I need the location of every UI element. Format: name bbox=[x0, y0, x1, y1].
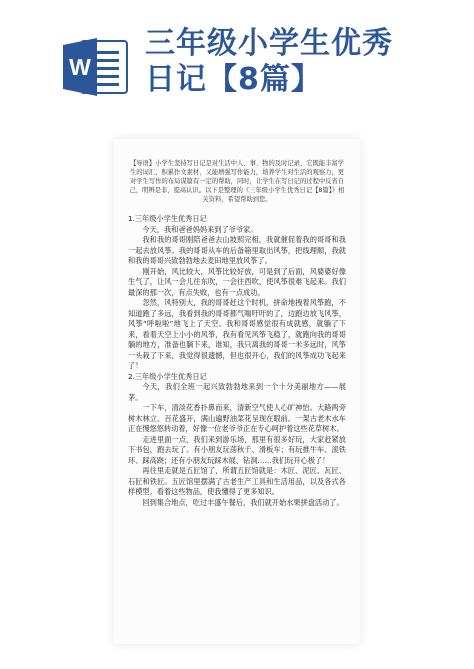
guide-paragraph: 【导语】小学生坚持写日记是对生活中人、事、物的及时记录，它既能丰富学生的词汇，积累作文素材，又能增强写作能力，培养学生对生活的观察力，更对学生写作的布局谋篇有一定的帮助，同时，让学生在写日记的过程中反省自己，明辨是非，提高认识。以下是整理的《三年级小学生优秀日记【8篇】》相关资料，希望帮助到您。 bbox=[129, 160, 345, 203]
title-line-2: 日记【8篇】 bbox=[145, 62, 322, 97]
paragraph-2: 我和我的哥哥刚陪爸爸去山坡照完相，我就催促着我的哥哥和我一起去放风筝。我的哥哥从车的后备箱里取出风筝，把线理顺，我就和我的哥哥兴致勃勃地去麦田地里放风筝了。 bbox=[128, 235, 346, 265]
paragraph-5: 今天，我们全班一起兴致勃勃地来到一个十分美丽地方——展茅。 bbox=[128, 382, 346, 402]
document-content bbox=[114, 139, 360, 508]
section-heading-2: 2.三年级小学生优秀日记 bbox=[128, 371, 207, 381]
page-title bbox=[145, 26, 393, 98]
paragraph-9: 回到集合地点，吃过丰盛午餐后，我们就开始水果拼盘活动了。 bbox=[142, 497, 344, 507]
paragraph-7: 走进里面一点，我们来到游乐场，那里有很多好玩，大家赶紧放下书包，跑去玩了。有小朋友玩荡秋千、滑板车；有玩推牛车、滚铁环、踩高跷；还有小朋友玩踩木屐、钻洞……我们玩开心极了！ bbox=[128, 434, 346, 465]
section-heading-1: 1.三年级小学生优秀日记 bbox=[128, 214, 207, 223]
paragraph-8: 再往里走就是五匠馆了，所谓五匠馆就是：木匠、泥匠、瓦匠、石匠和铁匠。五匠馆里摆满了古老生产工具和生活用品，以及各式各样模型。看着这些物品，使我懂得了更多知识。 bbox=[128, 466, 346, 496]
paragraph-3: 刚开始，风比较大，风筝比较好放，可是到了后面，风婆婆好像生气了，让风一会儿往东吹，一会往西吹，使风筝很难飞起来。我们最深的那一次，有点失败，也有一点成功。 bbox=[128, 266, 346, 297]
paragraph-6: 一下车，清淡花香扑鼻而来，清新空气使人心旷神怡。大路两旁树木林立、百花盛开，满山遍野油菜花呈现在眼前。一架古老木水车正在慢悠悠转动着，好像一位老爷爷正在专心呵护着这些花草树木。 bbox=[128, 403, 346, 433]
word-icon bbox=[63, 38, 129, 96]
title-line-1: 三年级小学生优秀 bbox=[145, 26, 393, 61]
header bbox=[0, 0, 474, 112]
document-page bbox=[114, 139, 360, 644]
paragraph-1: 今天，我和爸爸妈妈来到了爷爷家。 bbox=[142, 224, 258, 234]
paragraph-4: 忽然，风特别大，我的哥哥赶这个时机，拼命地拽着风筝跑，不知道跑了多远，我看到我的哥哥都气喘吁吁的了，边跑边放飞风筝，风筝“呼啦啦”地飞上了天空。我和哥哥感觉很有成就感，就躺了下来，看着天空上小小的风筝，我有看见风筝飞稳了，就跑向我的哥哥躺的地方，准备也躺下来，谁知，我只离我的哥哥一米多远时，风筝一头栽了下来，我觉得很遗憾，但也很开心，我们的风筝成功飞起来了！ bbox=[128, 298, 346, 370]
logo-letter: W bbox=[69, 54, 91, 80]
